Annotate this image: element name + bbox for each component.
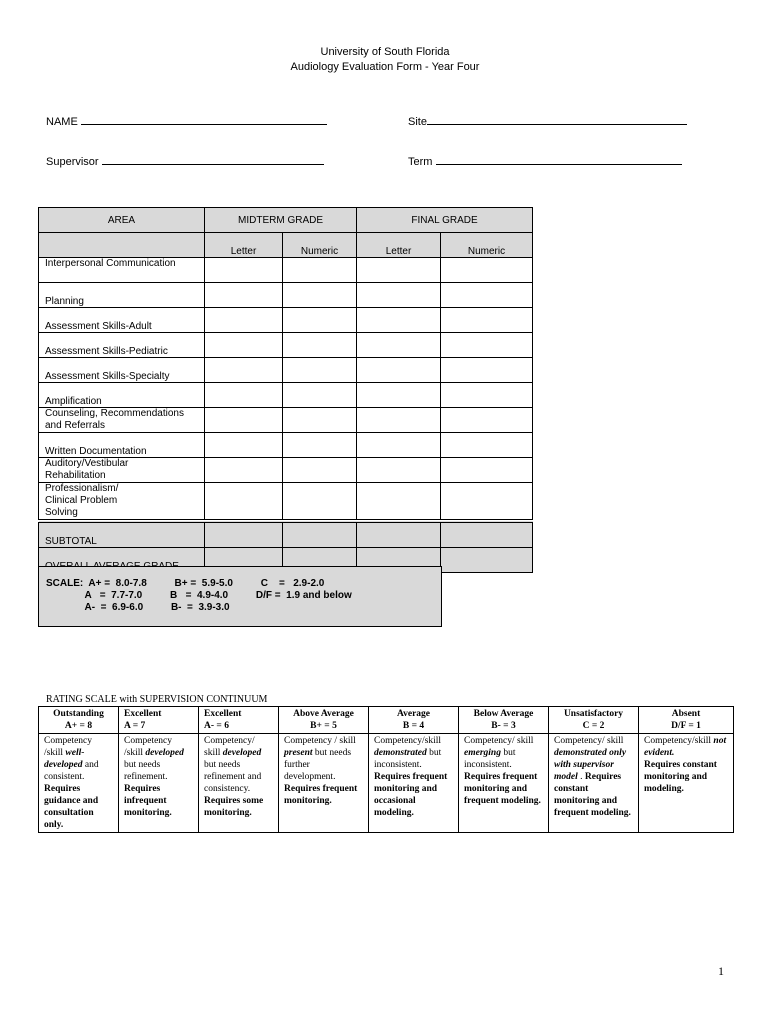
supervisor-field[interactable] [46,154,324,168]
grade-cell[interactable] [357,408,441,433]
description-text: Competency/ skill [204,736,255,758]
description-text: Competency /skill [44,736,93,758]
rating-column-header [199,707,279,734]
description-text: but inconsistent. [374,748,442,770]
grade-cell[interactable] [205,358,283,383]
scale-line-3: A- = 6.9-6.0 B- = 3.9-3.0 [46,602,230,613]
name-line[interactable] [81,114,327,125]
area-label: Interpersonal Communication [39,258,205,283]
description-text: but needs refinement and consistency. [204,760,262,794]
grade-cell[interactable] [283,521,357,548]
form-institution: University of South Florida [320,46,450,58]
description-text: and consistent. [44,760,99,782]
rating-level-name: Absent [671,709,701,719]
table-row [39,308,533,333]
final-header: FINAL GRADE [357,208,533,233]
rating-level-grade: B- = 3 [491,721,516,731]
rating-level-name: Average [396,709,431,719]
rating-column-header [39,707,119,734]
area-label: Written Documentation [39,433,205,458]
rating-column-header [279,707,369,734]
grade-cell[interactable] [441,521,533,548]
grade-cell[interactable] [283,408,357,433]
rating-level-grade: C = 2 [582,721,605,731]
rating-level-name: Below Average [473,709,534,719]
scale-line-1: SCALE: A+ = 8.0-7.8 B+ = 5.9-5.0 C = 2.9-2.0 [46,578,325,589]
area-label: Auditory/Vestibular Rehabilitation [39,458,205,483]
table-row [39,258,533,283]
description-emphasis: well-developed [44,748,85,770]
subtotal-label: SUBTOTAL [39,521,205,548]
rating-level-grade: B = 4 [402,721,425,731]
description-text: Competency/skill [374,736,442,746]
grade-cell[interactable] [357,358,441,383]
description-emphasis: developed [145,748,184,758]
description-text: Competency /skill [124,736,173,758]
rating-description [199,734,279,833]
supervision-requirement: Requires infrequent monitoring. [124,784,172,818]
supervision-requirement: Requires constant monitoring and frequent modeling. [554,772,631,818]
rating-level-grade: A = 7 [124,721,146,731]
rating-description [369,734,459,833]
scale-line-2: A = 7.7-7.0 B = 4.9-4.0 D/F = 1.9 and below [46,590,352,601]
area-header: AREA [39,208,205,233]
area-label: Assessment Skills-Specialty [39,358,205,383]
rating-level-name: Excellent [124,709,162,719]
grade-cell[interactable] [357,433,441,458]
table-row [39,433,533,458]
rating-column-header [549,707,639,734]
table-row [39,408,533,433]
rating-level-grade: A+ = 8 [64,721,93,731]
description-emphasis: emerging [464,748,501,758]
grade-cell[interactable] [283,358,357,383]
grade-cell[interactable] [441,258,533,283]
rating-description [459,734,549,833]
grade-cell[interactable] [283,283,357,308]
rating-level-name: Outstanding [53,709,104,719]
description-text: Competency / skill [284,736,356,746]
grade-cell[interactable] [283,333,357,358]
description-text: Competency/ skill [554,736,624,746]
name-field[interactable] [46,114,327,128]
grade-cell[interactable] [441,333,533,358]
final-numeric-header: Numeric [441,233,533,258]
grade-cell[interactable] [441,408,533,433]
grade-cell[interactable] [283,433,357,458]
grade-cell[interactable] [205,383,283,408]
rating-level-grade: A- = 6 [204,721,229,731]
grade-cell[interactable] [357,333,441,358]
table-row [39,283,533,308]
table-row [39,383,533,408]
grade-cell[interactable] [283,258,357,283]
table-row [39,458,533,483]
table-row [39,333,533,358]
grade-cell[interactable] [441,548,533,573]
grade-cell[interactable] [205,333,283,358]
midterm-header: MIDTERM GRADE [205,208,357,233]
rating-description [549,734,639,833]
site-line[interactable] [427,114,687,125]
description-emphasis: present [284,748,313,758]
grade-cell[interactable] [357,283,441,308]
supervisor-label: Supervisor [46,156,99,168]
grade-cell[interactable] [205,258,283,283]
description-text: Competency/skill [644,736,714,746]
area-label: Planning [39,283,205,308]
site-field[interactable] [408,114,687,128]
grade-cell[interactable] [357,308,441,333]
grade-cell[interactable] [357,458,441,483]
grading-scale [38,566,442,627]
rating-level-name: Excellent [204,709,242,719]
term-line[interactable] [436,154,682,165]
grade-cell[interactable] [283,308,357,333]
rating-level-grade: B+ = 5 [310,721,337,731]
area-label: Assessment Skills-Adult [39,308,205,333]
grade-cell[interactable] [205,408,283,433]
area-label: Counseling, Recommendations and Referrals [39,408,205,433]
rating-level-grade: D/F = 1 [671,721,701,731]
description-text: Competency/ skill [464,736,534,746]
rating-column-header [459,707,549,734]
grade-cell[interactable] [357,521,441,548]
area-label: Professionalism/ Clinical Problem Solving [39,483,205,522]
grade-cell[interactable] [441,483,533,522]
description-text: but inconsistent. [464,748,516,770]
grade-cell[interactable] [205,483,283,522]
rating-description [39,734,119,833]
supervision-requirement: Requires guidance and consultation only. [44,784,99,830]
table-row [39,483,533,522]
grade-cell[interactable] [357,258,441,283]
term-field[interactable] [408,154,682,168]
rating-table [38,706,734,833]
midterm-numeric-header: Numeric [283,233,357,258]
supervision-requirement: Requires frequent monitoring and frequent modeling. [464,772,541,806]
description-emphasis: demonstrated only with supervisor model [554,748,627,782]
rating-scale-title: RATING SCALE with SUPERVISION CONTINUUM [46,694,268,705]
name-label: NAME [46,116,78,128]
rating-column-header [119,707,199,734]
area-blank [39,233,205,258]
term-label: Term [408,156,433,168]
rating-level-name: Above Average [293,709,354,719]
grade-cell[interactable] [205,458,283,483]
area-label: Assessment Skills-Pediatric [39,333,205,358]
rating-description [119,734,199,833]
supervision-requirement: Requires some monitoring. [204,796,264,818]
description-emphasis: developed [222,748,262,758]
description-emphasis: not evident. [644,736,727,758]
grade-cell[interactable] [205,308,283,333]
grade-cell[interactable] [205,433,283,458]
rating-column-header [639,707,734,734]
supervisor-line[interactable] [102,154,324,165]
grade-cell[interactable] [441,358,533,383]
form-title: Audiology Evaluation Form - Year Four [290,61,480,73]
supervision-requirement: Requires constant monitoring and modeling. [644,760,717,794]
grade-cell[interactable] [441,433,533,458]
supervision-requirement: Requires frequent monitoring and occasional modeling. [374,772,448,818]
site-label: Site [408,116,427,128]
table-row [39,358,533,383]
grade-cell[interactable] [441,283,533,308]
subtotal-row [39,521,533,548]
grade-table [38,207,533,573]
rating-level-name: Unsatisfactory [563,709,624,719]
grade-cell[interactable] [205,521,283,548]
description-text: but needs further development. [284,748,352,782]
grade-cell[interactable] [441,383,533,408]
grade-cell[interactable] [441,458,533,483]
rating-description [639,734,734,833]
final-letter-header: Letter [357,233,441,258]
grade-cell[interactable] [441,308,533,333]
grade-cell[interactable] [283,483,357,522]
grade-cell[interactable] [205,283,283,308]
grade-cell[interactable] [357,383,441,408]
grade-cell[interactable] [357,483,441,522]
supervision-requirement: Requires frequent monitoring. [284,784,358,806]
description-text: . [577,772,583,782]
grade-cell[interactable] [283,458,357,483]
rating-column-header [369,707,459,734]
area-label: Amplification [39,383,205,408]
page-number: 1 [718,964,724,978]
grade-cell[interactable] [283,383,357,408]
description-emphasis: demonstrated [374,748,427,758]
rating-description [279,734,369,833]
description-text: but needs refinement. [124,760,168,782]
midterm-letter-header: Letter [205,233,283,258]
